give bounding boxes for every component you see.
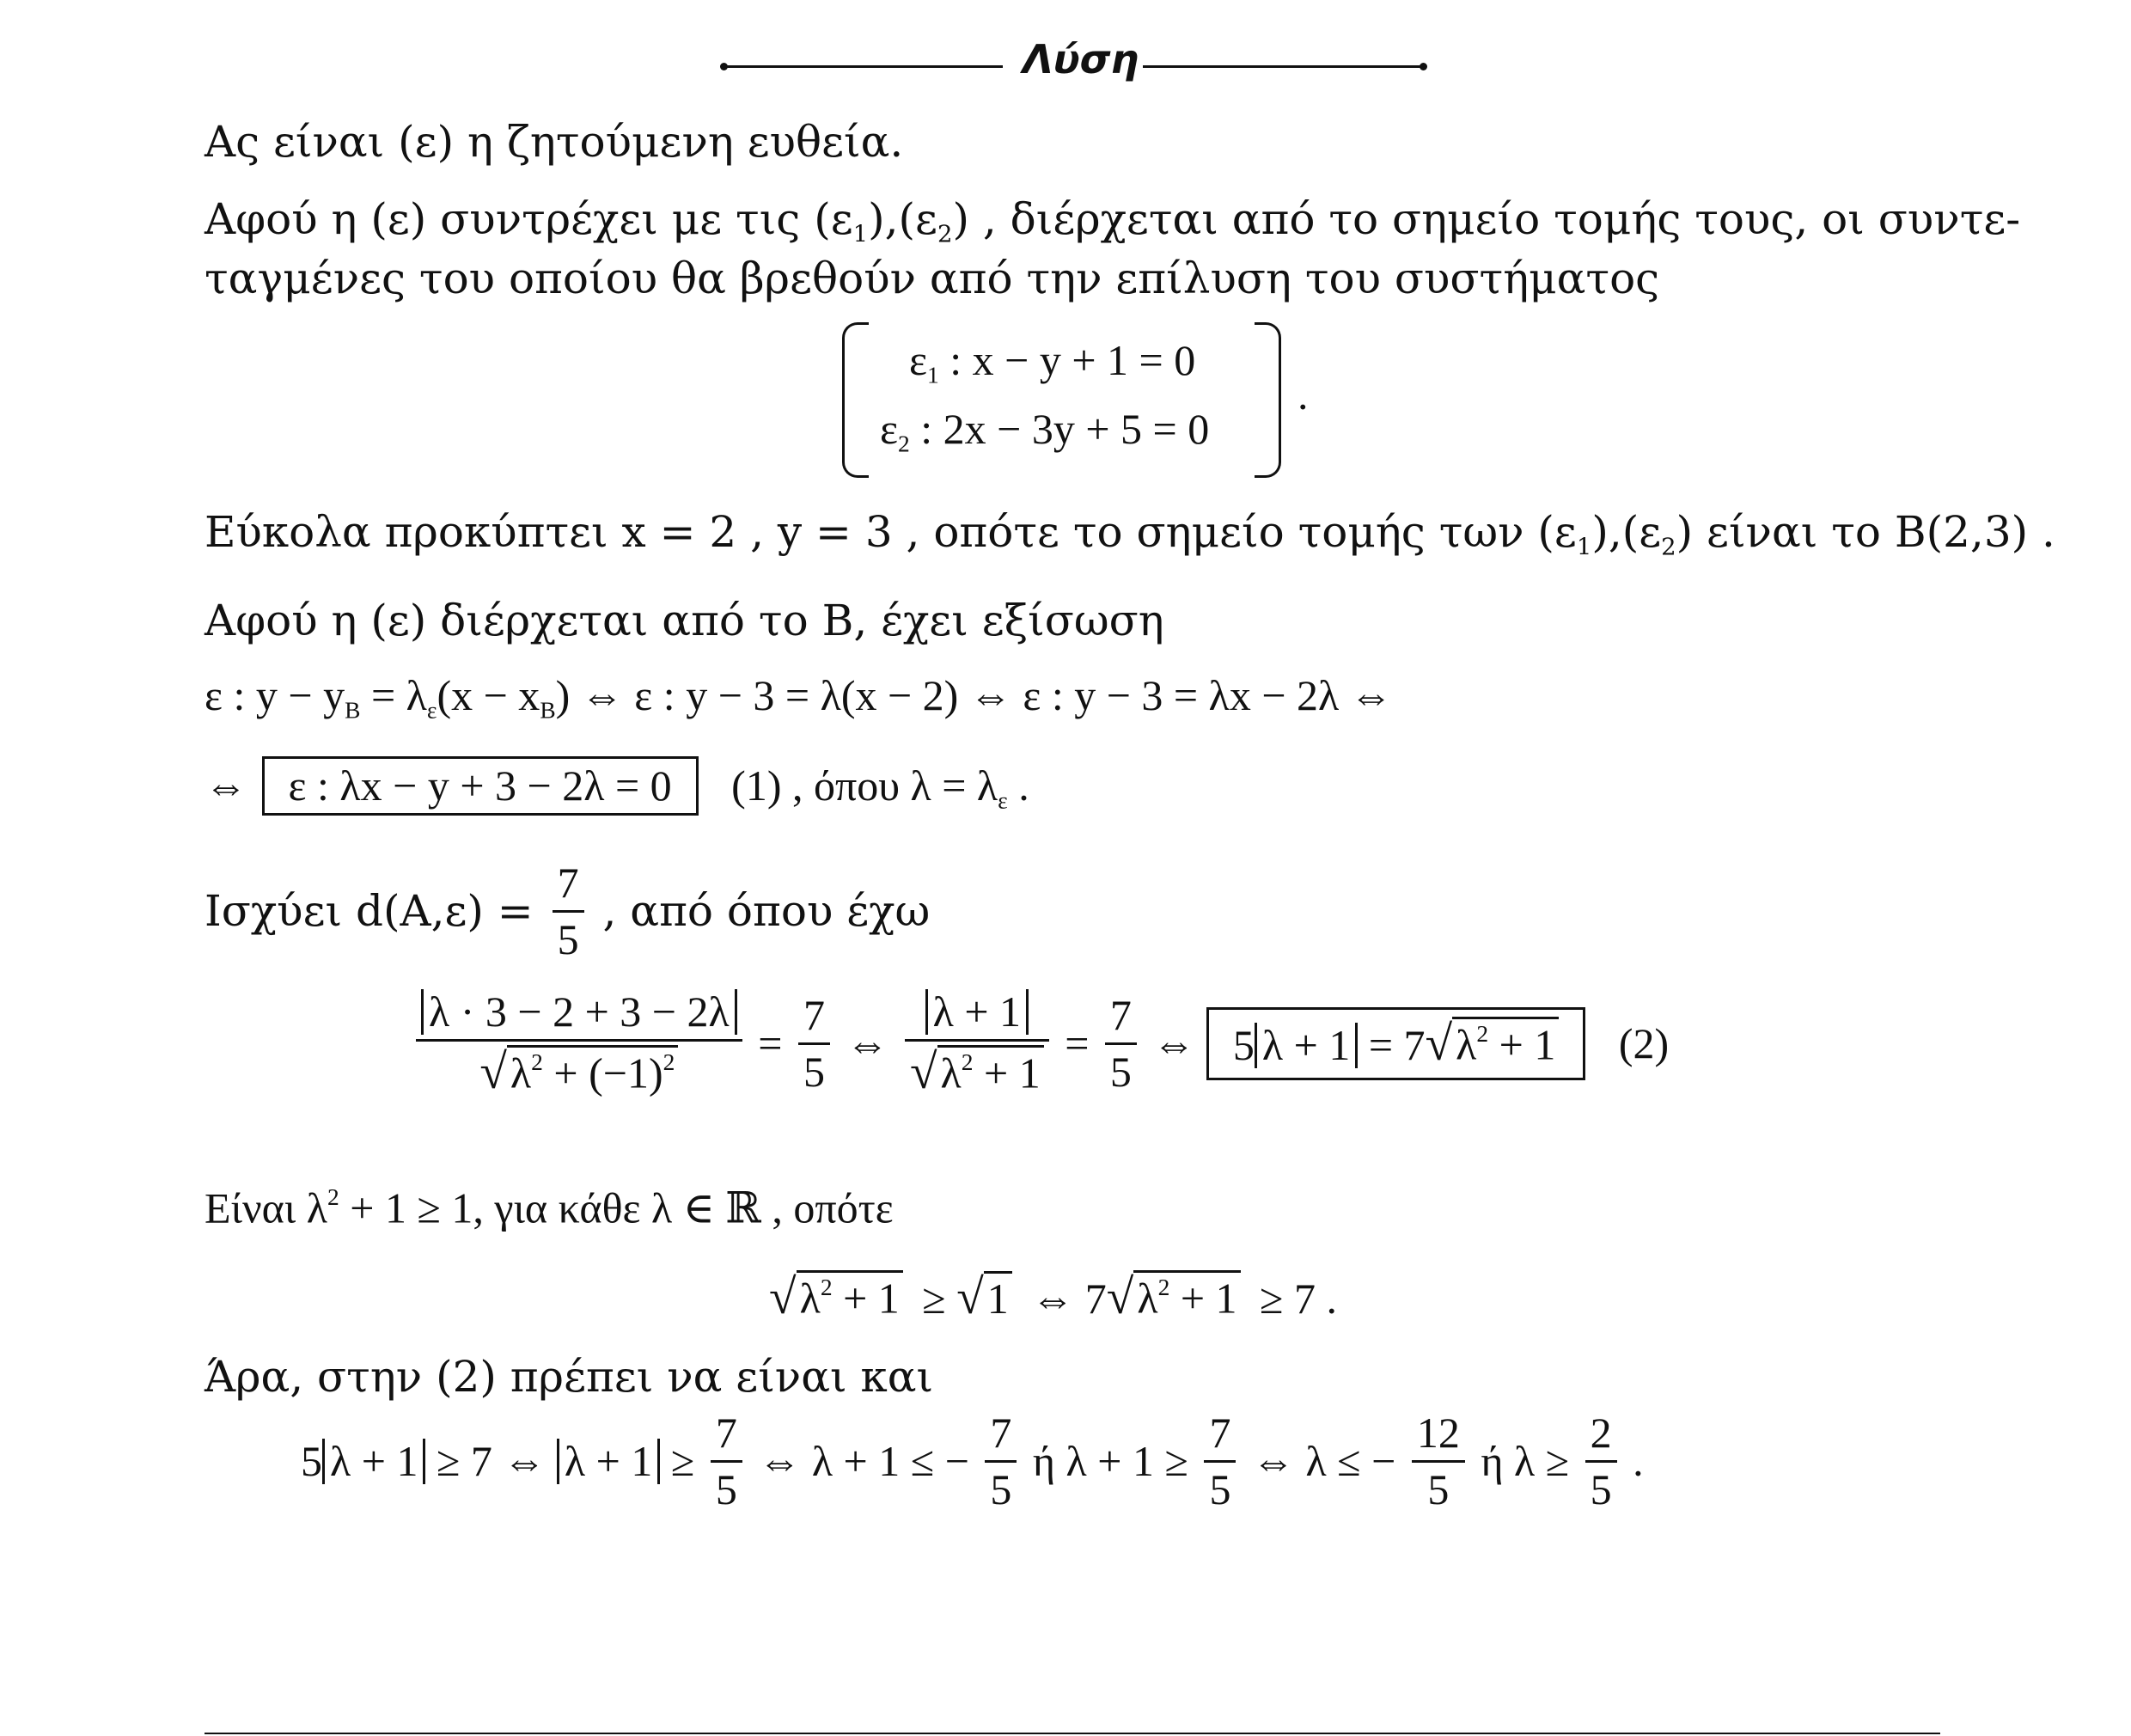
system-end-period: . bbox=[1298, 370, 1309, 419]
p2-sub-1: 1 bbox=[852, 220, 869, 248]
paragraph-2-line-1 bbox=[205, 196, 2020, 248]
boxed-equation-2: 5 $\lambda + 1 = 7√\lambda^2 + 1$ bbox=[1206, 1007, 1585, 1080]
footer-rule bbox=[205, 1733, 1940, 1734]
equation-line-2: ⇔ ε : λx − y + 3 − 2λ = 0 (1) , όπου $\lambda = \lambda_\varepsilon$ . bbox=[205, 756, 1029, 816]
paragraph-4: Αφού η (ε) διέρχεται από το B, έχει εξίσωση bbox=[205, 596, 1164, 645]
paragraph-3: Εύκολα προκύπτει x = 2 , y = 3 , οπότε το σημείο τομής των $(\varepsilon_1),(\varepsilon_2)$ είναι το B(2,3) . bbox=[205, 507, 2055, 561]
system-left-brace bbox=[842, 322, 869, 478]
paragraph-6: Είναι $\lambda^2 + 1 \ge 1$, για κάθε λ ∈ ℝ , οπότε bbox=[205, 1183, 894, 1232]
system-eq-2: $\varepsilon_2$ : 2x − 3y + 5 = 0 bbox=[880, 405, 1210, 457]
header-rule-left bbox=[724, 65, 1003, 68]
sqrt-inequality: $√\lambda^2 + 1 \ge √1$ ⇔ $7√\lambda^2 + 1 \ge 7$ . bbox=[769, 1270, 1337, 1324]
fraction-distance: $\frac{\lambda \cdot 3 - 2 + 3 - 2\lambda}{√\lambda^2 + (-1)^2}$ bbox=[416, 988, 742, 1099]
system-eq-1: $\varepsilon_1$ : x − y + 1 = 0 bbox=[909, 336, 1196, 388]
header-rule-right bbox=[1143, 65, 1422, 68]
header-rule-right-dot bbox=[1420, 63, 1427, 70]
p2-end: ) , διέρχεται από το σημείο τομής τους, οι συντε- bbox=[952, 194, 2021, 244]
boxed-equation-1: ε : λx − y + 3 − 2λ = 0 bbox=[262, 756, 699, 816]
big-equation: $\frac{\lambda \cdot 3 - 2 + 3 - 2\lambda}{√\lambda^2 + (-1)^2}$ = $\frac{7}{5}$ ⇔ $\frac{\lambda + 1}{√\lambda^2 + 1}$ = $\frac{7}{5}$ ⇔ 5 $\lambda + 1 = 7√\lambda^2 + 1$ (2) bbox=[411, 988, 1669, 1099]
p2-mid: ),(ε bbox=[868, 194, 937, 244]
paragraph-5: Ισχύει d(A,ε) = $\frac{7}{5}$ , από όπου έχω bbox=[205, 859, 931, 963]
paragraph-1: Ας είναι (ε) η ζητούμενη ευθεία. bbox=[205, 117, 904, 167]
paragraph-7: Άρα, στην (2) πρέπει να είναι και bbox=[205, 1352, 934, 1402]
p2-start: Αφού η (ε) συντρέχει με τις (ε bbox=[205, 194, 853, 244]
equation-line-1: ε : $y - y_B = \lambda_\varepsilon(x - x_B)$ ⇔ ε : y − 3 = λ(x − 2) ⇔ ε : y − 3 = λx − 2λ ⇔ bbox=[205, 671, 1393, 724]
fraction-simplified: $\frac{\lambda + 1}{√\lambda^2 + 1}$ bbox=[905, 988, 1049, 1099]
paragraph-2-line-2: ταγμένες του οποίου θα βρεθούν από την επίλυση του συστήματος bbox=[205, 254, 1660, 303]
system-right-brace bbox=[1255, 322, 1281, 478]
final-inequality: 5 λ + 1 ≥ 7 ⇔ λ + 1 ≥ $\frac{7}{5}$ ⇔ λ + 1 ≤ − $\frac{7}{5}$ ή λ + 1 ≥ $\frac{7}{5}$ ⇔ λ ≤ − $\frac{12}{5}$ ή λ ≥ $\frac{2}{5}$ . bbox=[301, 1409, 1644, 1513]
fraction-7-5: $\frac{7}{5}$ bbox=[553, 859, 584, 963]
p2-sub-2: 2 bbox=[937, 220, 953, 248]
solution-title: Λύση bbox=[1023, 36, 1139, 83]
